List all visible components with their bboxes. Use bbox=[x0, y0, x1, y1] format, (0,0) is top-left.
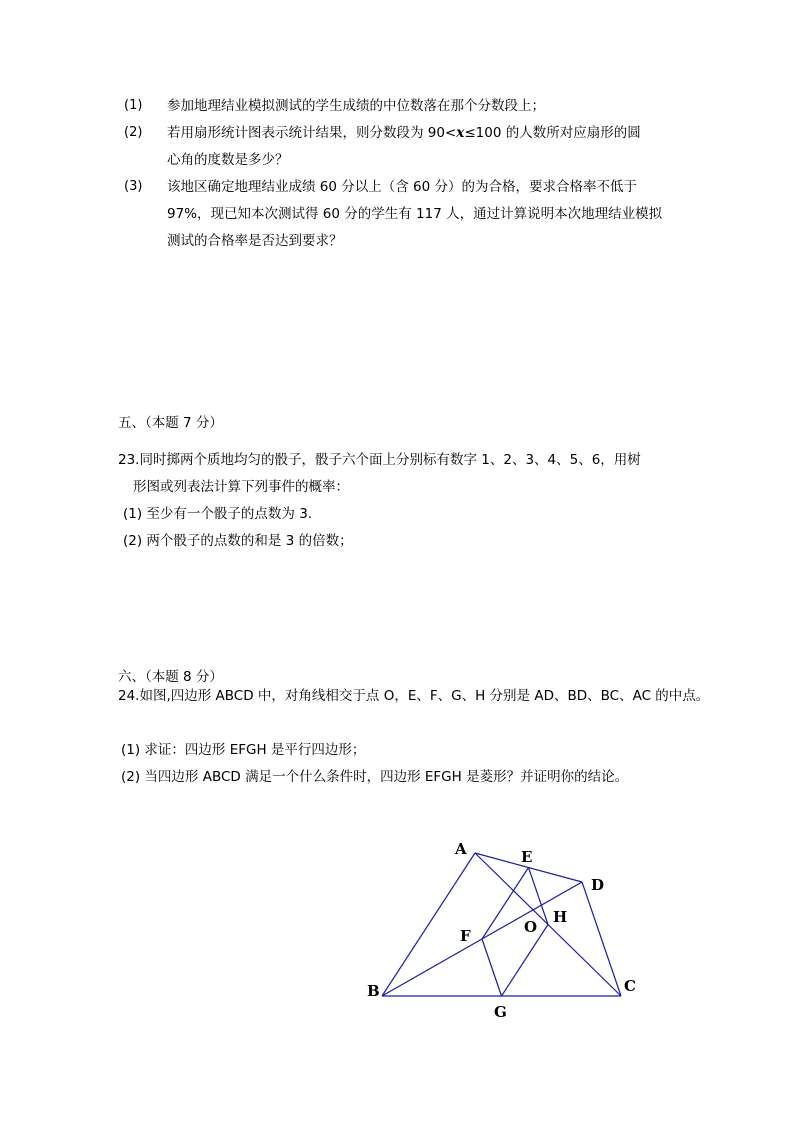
label-O: O bbox=[524, 918, 538, 936]
segment-HE bbox=[529, 868, 549, 925]
label-E: E bbox=[521, 848, 533, 866]
q22-part1-number: (1) bbox=[124, 98, 143, 113]
q22-part2-post: ≤100 的人数所对应扇形的圆 bbox=[464, 125, 641, 141]
section-5-heading: 五、（本题 7 分） bbox=[118, 415, 223, 431]
q23-line-1: 23.同时掷两个质地均匀的骰子，骰子六个面上分别标有数字 1、2、3、4、5、6，用树 bbox=[118, 452, 641, 468]
q22-part3-number: (3) bbox=[124, 179, 143, 194]
label-H: H bbox=[553, 908, 568, 926]
q23-part2: (2) 两个骰子的点数的和是 3 的倍数； bbox=[123, 533, 353, 549]
q22-part3-text: 该地区确定地理结业成绩 60 分以上（含 60 分）的为合格，要求合格率不低于 bbox=[167, 179, 638, 195]
q22-part2-pre: 若用扇形统计图表示统计结果，则分数段为 90< bbox=[167, 125, 457, 141]
q23-part1: (1) 至少有一个骰子的点数为 3. bbox=[123, 506, 313, 522]
label-A: A bbox=[455, 840, 467, 858]
q24-part2: (2) 当四边形 ABCD 满足一个什么条件时，四边形 EFGH 是菱形？并证明你的结论。 bbox=[121, 769, 629, 785]
q24-part1: (1) 求证：四边形 EFGH 是平行四边形； bbox=[121, 742, 366, 758]
figure-lines bbox=[382, 853, 621, 996]
segment-EF bbox=[482, 868, 529, 940]
side-AB bbox=[382, 853, 475, 996]
q22-part1-text: 参加地理结业模拟测试的学生成绩的中位数落在那个分数段上； bbox=[167, 98, 545, 114]
q23-line-2: 形图或列表法计算下列事件的概率： bbox=[133, 479, 349, 495]
label-B: B bbox=[367, 982, 380, 1000]
q22-part3-continuation-2: 测试的合格率是否达到要求？ bbox=[167, 233, 343, 249]
label-D: D bbox=[591, 876, 605, 894]
q22-part3-continuation-1: 97%，现已知本次测试得 60 分的学生有 117 人，通过计算说明本次地理结业模拟 bbox=[167, 206, 663, 222]
q22-part2-number: (2) bbox=[124, 125, 143, 140]
variable-x: x bbox=[456, 125, 465, 141]
side-CD bbox=[582, 882, 621, 996]
q22-part2-continuation: 心角的度数是多少？ bbox=[167, 152, 289, 168]
label-G: G bbox=[494, 1003, 507, 1021]
label-F: F bbox=[460, 927, 471, 945]
segment-FG bbox=[482, 939, 502, 996]
section-6-heading: 六、（本题 8 分） bbox=[118, 669, 223, 685]
q24-line-1: 24.如图,四边形 ABCD 中，对角线相交于点 O，E、F、G、H 分别是 AD、BD、BC、AC 的中点。 bbox=[118, 688, 710, 704]
label-C: C bbox=[624, 977, 636, 995]
